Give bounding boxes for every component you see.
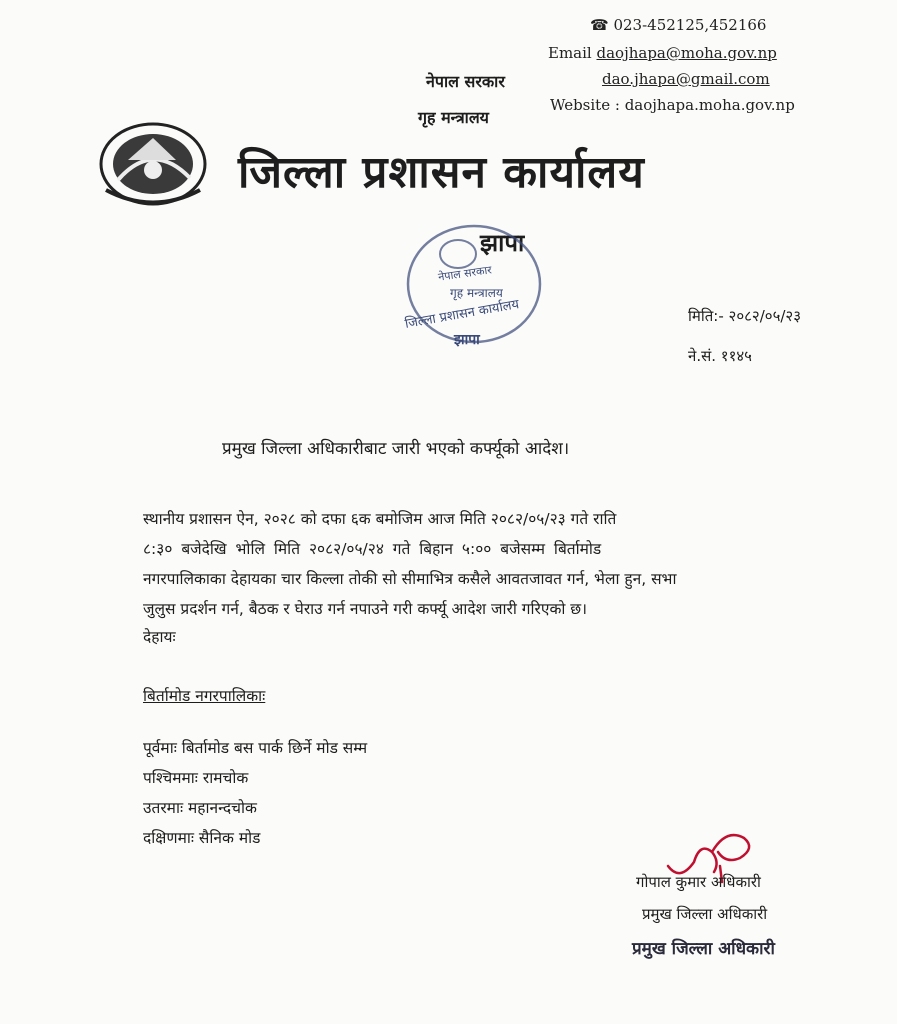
email-link-1[interactable]: daojhapa@moha.gov.np bbox=[596, 44, 777, 62]
stamp-line-1: नेपाल सरकार bbox=[437, 263, 493, 284]
body-line-3: नगरपालिकाका देहायका चार किल्ला तोकी सो सीमाभित्र कसैले आवतजावत गर्न, भेला हुन, सभा bbox=[143, 570, 677, 588]
dehaya-label: देहायः bbox=[143, 628, 176, 646]
stamp-line-3: जिल्ला प्रशासन कार्यालय bbox=[403, 297, 521, 332]
contact-phone: ☎ 023-452125,452166 bbox=[590, 16, 767, 34]
stamp-line-2: गृह मन्त्रालय bbox=[450, 286, 503, 300]
email-link-2[interactable]: dao.jhapa@gmail.com bbox=[602, 70, 770, 88]
body-line-4: जुलुस प्रदर्शन गर्न, बैठक र घेराउ गर्न नपाउने गरी कर्फ्यू आदेश जारी गरिएको छ। bbox=[143, 600, 588, 618]
body-line-1: स्थानीय प्रशासन ऐन, २०२८ को दफा ६क बमोजिम आज मिति २०८२/०५/२३ गते राति bbox=[143, 510, 617, 528]
subject-line: प्रमुख जिल्ला अधिकारीबाट जारी भएको कर्फ्यूको आदेश। bbox=[222, 439, 570, 459]
nepal-emblem-icon bbox=[98, 120, 208, 206]
issue-date: मिति:- २०८२/०५/२३ bbox=[688, 307, 802, 325]
district-name: झापा bbox=[480, 229, 525, 257]
website-link[interactable]: daojhapa.moha.gov.np bbox=[624, 96, 795, 114]
boundary-west: पश्चिममाः रामचोक bbox=[143, 769, 249, 787]
signatory-title: प्रमुख जिल्ला अधिकारी bbox=[642, 905, 768, 923]
boundary-south: दक्षिणमाः सैनिक मोड bbox=[143, 829, 261, 847]
office-title: जिल्ला प्रशासन कार्यालय bbox=[238, 147, 645, 198]
signatory-stamp: प्रमुख जिल्ला अधिकारी bbox=[632, 939, 775, 959]
boundary-north: उतरमाः महानन्दचोक bbox=[143, 799, 257, 817]
body-line-2: ८:३० बजेदेखि भोलि मिति २०८२/०५/२४ गते बिहान ५:०० बजेसम्म बिर्तामोड bbox=[143, 540, 602, 558]
boundary-east: पूर्वमाः बिर्तामोड बस पार्क छिर्ने मोड सम्म bbox=[143, 739, 368, 757]
telephone-icon: ☎ bbox=[590, 16, 609, 34]
stamp-line-4: झापा bbox=[454, 332, 480, 348]
government-name: नेपाल सरकार bbox=[426, 72, 505, 91]
contact-email: Email daojhapa@moha.gov.np bbox=[548, 44, 777, 62]
signatory-name: गोपाल कुमार अधिकारी bbox=[636, 873, 761, 891]
reference-number: ने.सं. ११४५ bbox=[688, 347, 752, 365]
contact-website: Website : daojhapa.moha.gov.np bbox=[550, 96, 795, 114]
office-stamp bbox=[398, 222, 558, 360]
section-heading: बिर्तामोड नगरपालिकाः bbox=[143, 687, 266, 705]
ministry-name: गृह मन्त्रालय bbox=[418, 108, 489, 127]
